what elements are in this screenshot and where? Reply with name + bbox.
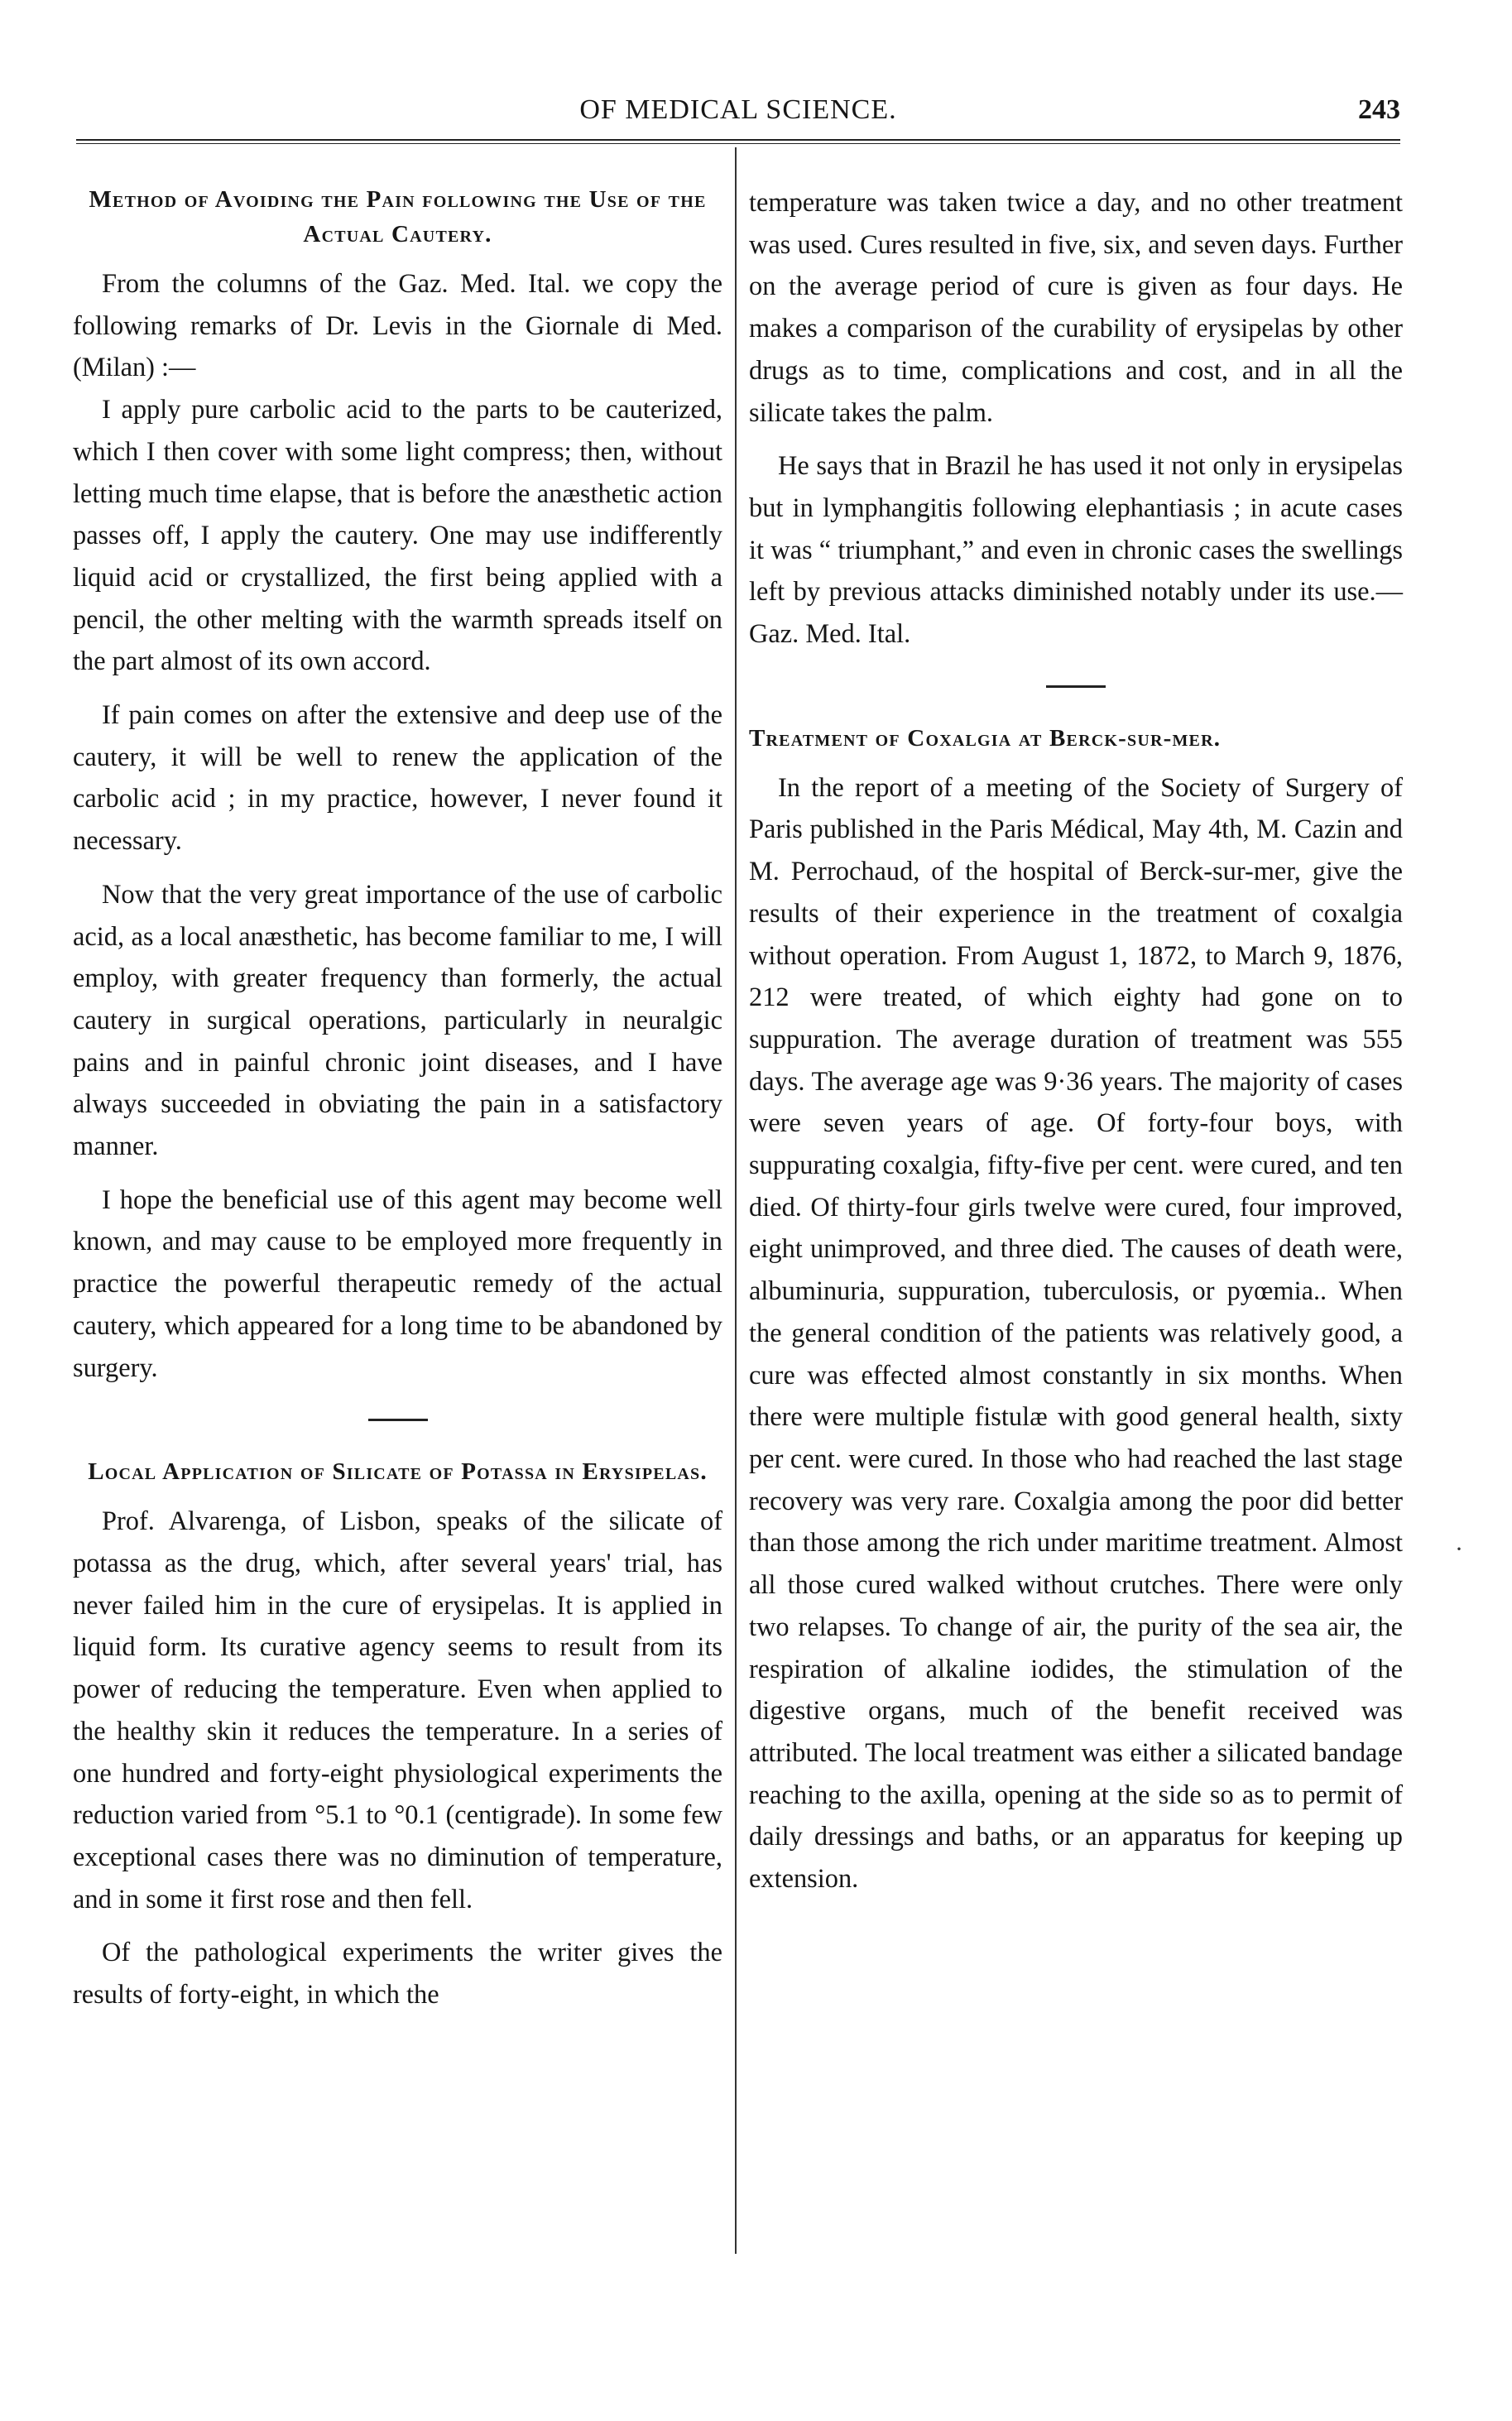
column-divider (735, 147, 737, 2254)
paragraph: I apply pure carbolic acid to the parts to be cauterized, which I then cover with some light compress; then, without letting much time elapse, that is before the anæsthetic action passes off, I apply the cautery. One may use indifferently liquid acid or crystallized, the first being applied with a pencil, the other melting with the warmth spreads itself on the part almost of its own accord. (73, 395, 722, 677)
running-title: OF MEDICAL SCIENCE. (579, 94, 897, 125)
paragraph: Prof. Alvarenga, of Lisbon, speaks of the silicate of potassa as the drug, which, after several years' trial, has never failed him in the cure of erysipelas. It is applied in liquid form. Its curative agency seems to result from its power of reducing the temperature. Even when applied to the healthy skin it reduces the temperature. In a series of one hundred and forty-eight physiological experiments the reduction varied from °5.1 to °0.1 (centigrade). In some few exceptional cases there was no diminution of temperature, and in some it first rose and then fell. (73, 1506, 722, 1914)
right-column (749, 182, 1403, 1900)
running-head (76, 89, 1400, 131)
paragraph: Of the pathological experiments the writer gives the results of forty-eight, in which the (73, 1938, 722, 2010)
paragraph: If pain comes on after the extensive and deep use of the cautery, it will be well to renew the application of the carbolic acid ; in my practice, however, I never found it necessary. (73, 700, 722, 857)
section-divider (368, 1419, 428, 1421)
paragraph: I hope the beneficial use of this agent may become well known, and may cause to be employed more frequently in practice the powerful therapeutic remedy of the actual cautery, which appeared for a long time to be abandoned by surgery. (73, 1184, 722, 1383)
section-divider (1046, 685, 1106, 688)
header-rule (76, 139, 1400, 144)
section-heading-cautery: Method of Avoiding the Pain following the Use of the Actual Cautery. (89, 186, 707, 247)
page-number: 243 (1358, 94, 1400, 125)
paragraph: Now that the very great importance of the use of carbolic acid, as a local anæsthetic, has become familiar to me, I will employ, with greater frequency than formerly, the actual cautery in surgical operations, particularly in neuralgic pains and in painful chronic joint diseases, and I have always succeeded in obviating the pain in a satisfactory manner. (73, 879, 722, 1162)
section-heading-coxalgia: Treatment of Coxalgia at Berck-sur-mer. (749, 724, 1222, 752)
section-heading-silicate: Local Application of Silicate of Potassa in Erysipelas. (88, 1458, 708, 1486)
paragraph: He says that in Brazil he has used it not only in erysipelas but in lymphangitis following elephantiasis ; in acute cases it was “ triumphant,” and even in chronic cases the swellings left by previous attacks diminished notably under its use.—Gaz. Med. Ital. (749, 451, 1403, 650)
left-column (73, 182, 722, 2016)
paragraph: In the report of a meeting of the Society of Surgery of Paris published in the Paris Médical, May 4th, M. Cazin and M. Perrochaud, of the hospital of Berck-sur-mer, give the results of their experience in the treatment of coxalgia without operation. From August 1, 1872, to March 9, 1876, 212 were treated, of which eighty had gone on to suppuration. The average duration of treatment was 555 days. The average age was 9·36 years. The majority of cases were seven years of age. Of forty-four boys, with suppurating coxalgia, fifty-five per cent. were cured, and ten died. Of thirty-four girls twelve were cured, four improved, eight unimproved, and three died. The causes of death were, albuminuria, suppuration, tuberculosis, or pyœmia.. When the general condition of the patients was relatively good, a cure was effected almost constantly in six months. When there were multiple fistulæ with good general health, sixty per cent. were cured. In those who had reached the last stage recovery was very rare. Coxalgia among the poor did better than those among the rich under maritime treatment. Almost all those cured walked without crutches. There were only two relapses. To change of air, the purity of the sea air, the respiration of alkaline iodides, the stimulation of the digestive organs, much of the benefit received was attributed. The local treatment was either a silicated bandage reaching to the axilla, opening at the side so as to permit of daily dressings and baths, or an apparatus for keeping up extension. (749, 772, 1403, 1895)
paragraph: From the columns of the Gaz. Med. Ital. we copy the following remarks of Dr. Levis in the Giornale di Med. (Milan) :— (73, 269, 722, 383)
paragraph-continued: temperature was taken twice a day, and no other treatment was used. Cures resulted in five, six, and seven days. Further on the average period of cure is given as four days. He makes a comparison of the curability of erysipelas by other drugs as to time, complications and cost, and in all the silicate takes the palm. (749, 188, 1403, 428)
margin-mark: · (1455, 1535, 1463, 1563)
